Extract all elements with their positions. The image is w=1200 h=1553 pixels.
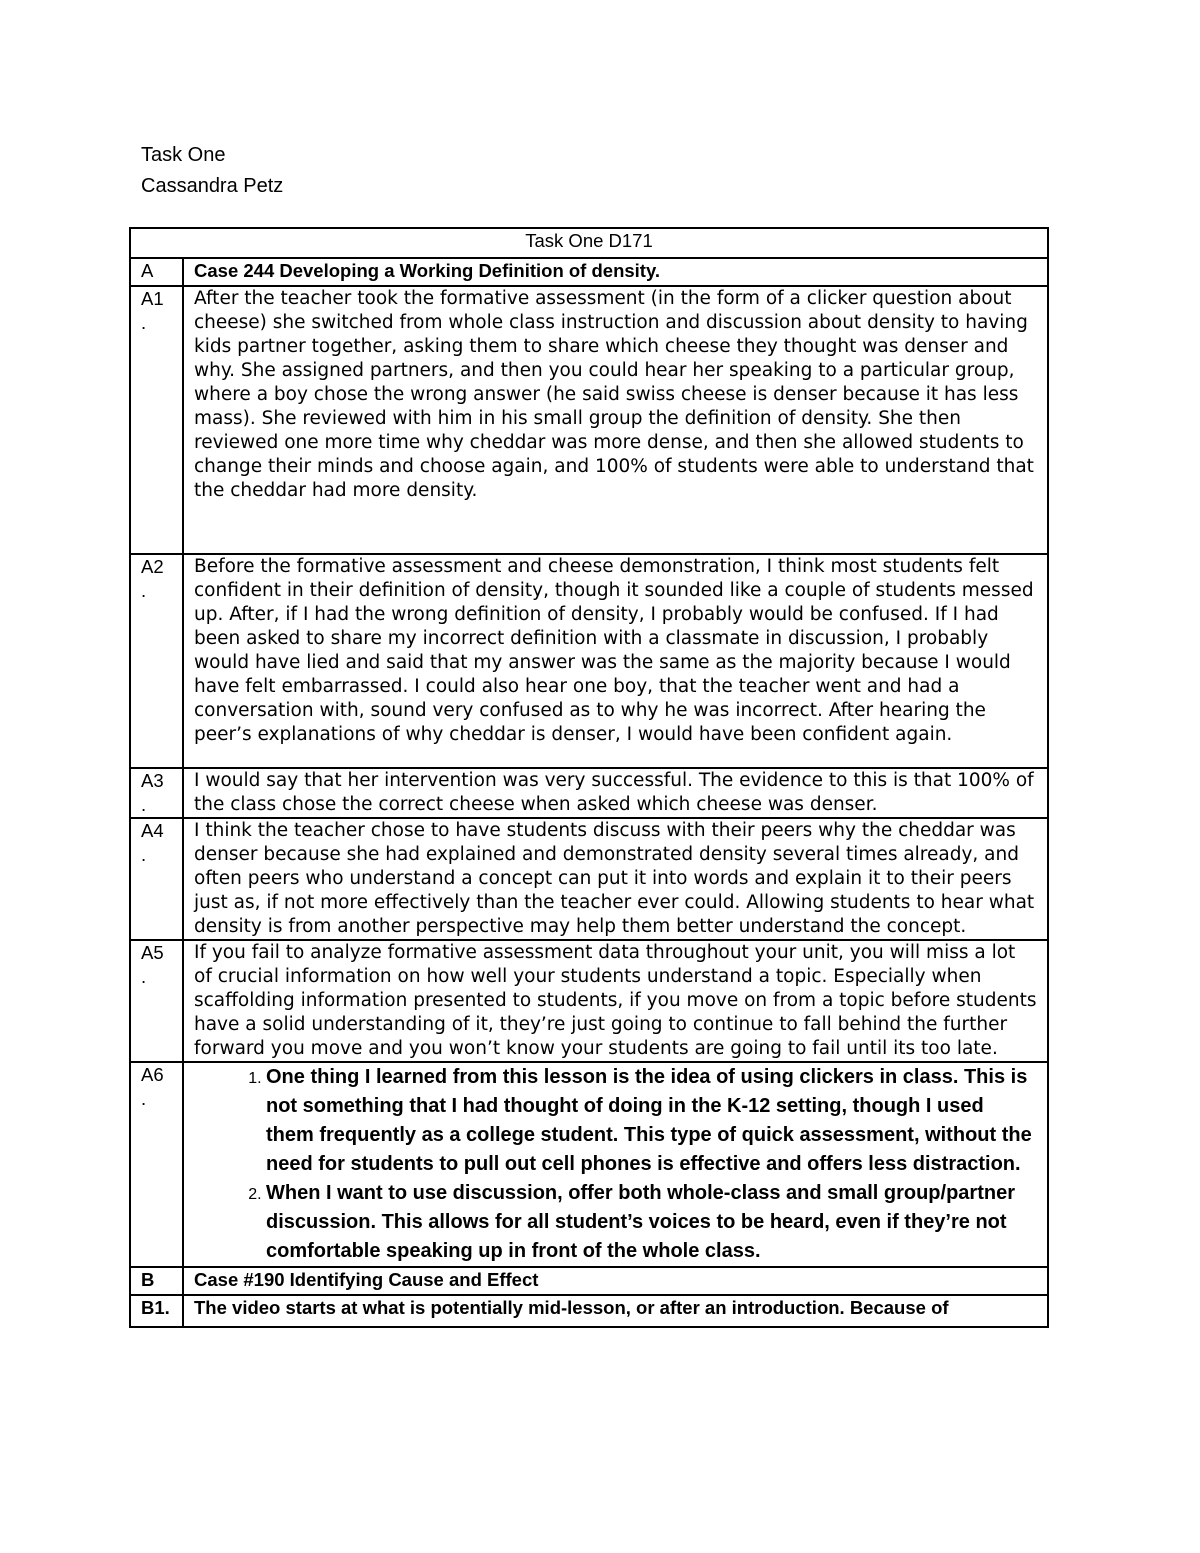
table-row-b1 [130,1295,1048,1327]
row-label-text: A2 [141,556,164,577]
learnings-list [194,1063,1037,1266]
task-table [129,227,1049,1328]
answer-text: After the teacher took the formative assessment (in the form of a clicker question about cheese) she switched from whole class instruction and discussion about density to having kids partner together, asking them to share which cheese they thought was denser and why. She assigned partners, and then you could hear her speaking to a particular group, where a boy chose the wrong answer (he said swiss cheese is denser because it has less mass). She reviewed with him in his small group the definition of density. She then reviewed one more time why cheddar was more dense, and then she allowed students to change their minds and choose again, and 100% of students were able to understand that the cheddar had more density. [183,286,1048,554]
row-label: B1. [130,1295,183,1327]
section-heading: Case #190 Identifying Cause and Effect [183,1267,1048,1295]
row-label-text: A1 [141,288,164,309]
document-title: Task One [141,144,226,166]
row-label: B [130,1267,183,1295]
row-label-dot: . [141,844,147,865]
author-name: Cassandra Petz [141,175,284,197]
list-item: 2. When I want to use discussion, offer both whole-class and small group/partner discussion. This allows for all student’s voices to be heard, even if they’re not comfortable speaking up in front of the whole class. [266,1179,1037,1266]
answer-text: If you fail to analyze formative assessment data throughout your unit, you will miss a lot of crucial information on how well your students understand a topic. Especially when scaffolding information presented to students, if you move on from a topic before students have a solid understanding of it, they’re just going to continue to fall behind the further forward you move and you won’t know your students are going to fail until its too late. [183,940,1048,1062]
table-row-a2 [130,554,1048,768]
table-row-a5 [130,940,1048,1062]
section-heading: Case 244 Developing a Working Definition of density. [183,258,1048,286]
row-label-text: A6 [141,1064,164,1085]
row-label-text: A3 [141,770,164,791]
row-label-dot: . [141,794,147,815]
answer-list-cell [183,1062,1048,1267]
row-label-dot: . [141,312,147,333]
table-row-a6 [130,1062,1048,1267]
answer-text: I think the teacher chose to have students discuss with their peers why the cheddar was denser because she had explained and demonstrated density several times already, and often peers who understand a concept can put it into words and explain it to their peers just as, if not more effectively than the teacher ever could. Allowing students to hear what density is from another perspective may help them better understand the concept. [183,818,1048,940]
row-label-text: A4 [141,820,164,841]
row-label-dot: . [141,1088,147,1109]
table-row-b [130,1267,1048,1295]
table-row-a1 [130,286,1048,554]
row-label [130,1062,183,1267]
table-row-a [130,258,1048,286]
row-label [130,818,183,940]
row-label [130,940,183,1062]
answer-text: I would say that her intervention was very successful. The evidence to this is that 100% of the class chose the correct cheese when asked which cheese was denser. [183,768,1048,818]
row-label-text: A5 [141,942,164,963]
table-title: Task One D171 [130,228,1048,258]
row-label-dot: . [141,966,147,987]
answer-text: Before the formative assessment and cheese demonstration, I think most students felt confident in their definition of density, though it sounded like a couple of students messed up. After, if I had the wrong definition of density, I probably would be confused. If I had been asked to share my incorrect definition with a classmate in discussion, I probably would have lied and said that my answer was the same as the majority because I would have felt embarrassed. I could also hear one boy, that the teacher went and had a conversation with, sound very confused as to why he was incorrect. After hearing the peer’s explanations of why cheddar is denser, I would have been confident again. [183,554,1048,768]
row-label [130,286,183,554]
table-row-a3 [130,768,1048,818]
table-title-row [130,228,1048,258]
row-label-dot: . [141,580,147,601]
row-label [130,768,183,818]
row-label [130,554,183,768]
row-label: A [130,258,183,286]
list-item: 1. One thing I learned from this lesson is the idea of using clickers in class. This is not something that I had thought of doing in the K-12 setting, though I used them frequently as a college student. This type of quick assessment, without the need for students to pull out cell phones is effective and offers less distraction. [266,1063,1037,1179]
table-row-a4 [130,818,1048,940]
answer-text: The video starts at what is potentially mid-lesson, or after an introduction. Because of [183,1295,1048,1327]
